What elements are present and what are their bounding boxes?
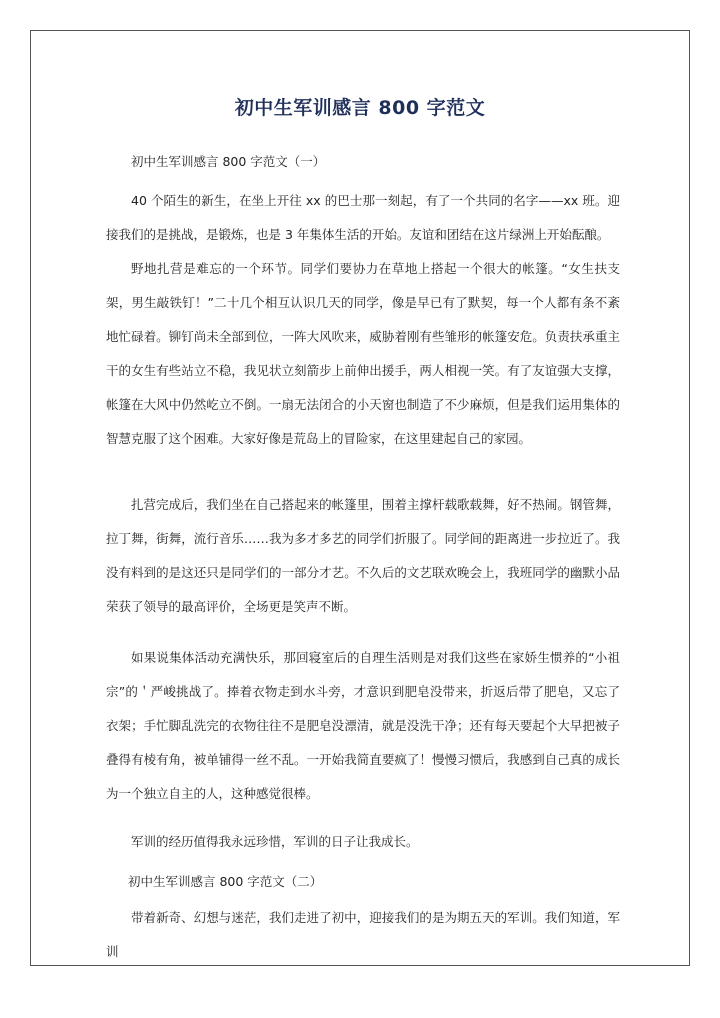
paragraph-4: 如果说集体活动充满快乐，那回寝室后的自理生活则是对我们这些在家娇生惯养的“小祖宗”的＇严峻挑战了。捧着衣物走到水斗旁，才意识到肥皂没带来，折返后带了肥皂，又忘了衣架；手忙脚乱洗完的衣物往往不是肥皂没漂清，就是没洗干净；还有每天要起个大早把被子叠得有棱有角，被单铺得一丝不乱。一开始我简直要疯了！慢慢习惯后，我感到自己真的成长为一个独立自主的人，这种感觉很棒。 — [106, 650, 620, 801]
section-heading-2: 初中生军训感言 800 字范文（二） — [128, 874, 323, 889]
paragraph-6: 带着新奇、幻想与迷茫，我们走进了初中，迎接我们的是为期五天的军训。我们知道，军训 — [106, 910, 620, 959]
paragraph-5: 军训的经历值得我永远珍惜，军训的日子让我成长。 — [131, 834, 419, 849]
document-title: 初中生军训感言 800 字范文 — [234, 97, 486, 119]
paragraph-3: 扎营完成后，我们坐在自己搭起来的帐篷里，围着主撑杆载歌载舞，好不热闹。钢管舞，拉丁舞，街舞，流行音乐……我为多才多艺的同学们折服了。同学间的距离进一步拉近了。我没有料到的是这还只是同学们的一部分才艺。不久后的文艺联欢晚会上，我班同学的幽默小品荣获了领导的最高评价，全场更是笑声不断。 — [106, 497, 620, 614]
paragraph-1: 40 个陌生的新生，在坐上开往 xx 的巴士那一刻起，有了一个共同的名字——xx 班。迎接我们的是挑战，是锻炼，也是 3 年集体生活的开始。友谊和团结在这片绿洲上开始酝酿。 — [106, 193, 620, 242]
section-heading-1: 初中生军训感言 800 字范文（一） — [131, 154, 326, 169]
paragraph-2: 野地扎营是难忘的一个环节。同学们要协力在草地上搭起一个很大的帐篷。“女生扶支架，男生敲铁钉！”二十几个相互认识几天的同学，像是早已有了默契，每一个人都有条不紊地忙碌着。铆钉尚未全部到位，一阵大风吹来，威胁着刚有些雏形的帐篷安危。负责扶承重主干的女生有些站立不稳，我见状立刻箭步上前伸出援手，两人相视一笑。有了友谊强大支撑，帐篷在大风中仍然屹立不倒。一扇无法闭合的小天窗也制造了不少麻烦，但是我们运用集体的智慧克服了这个困难。大家好像是荒岛上的冒险家，在这里建起自己的家园。 — [106, 261, 620, 446]
